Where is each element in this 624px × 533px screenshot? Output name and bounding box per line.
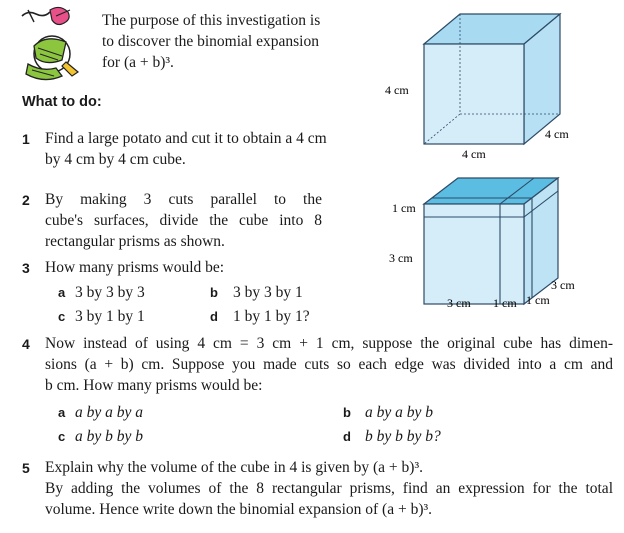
question-3a-text: 3 by 3 by 3 xyxy=(75,284,145,301)
question-4d-label: d xyxy=(343,429,351,444)
cube-1-height-label: 4 cm xyxy=(385,83,409,97)
question-4a-label: a xyxy=(58,405,66,420)
question-5-line-1: Explain why the volume of the cube in 4 is given by (a + b)³. xyxy=(45,459,423,476)
what-to-do-heading: What to do: xyxy=(22,94,102,110)
question-5-line-3: volume. Hence write down the binomial expansion of (a + b)³. xyxy=(45,501,433,518)
question-2-text xyxy=(45,189,322,252)
question-5-number: 5 xyxy=(22,460,30,476)
intro-line-1: The purpose of this investigation is xyxy=(102,12,321,29)
divided-cube-diagram xyxy=(370,175,624,315)
question-3a-label: a xyxy=(58,285,66,300)
question-4-line-3: b cm. How many prisms would be: xyxy=(45,377,263,394)
question-5-line-2: By adding the volumes of the 8 rectangular prisms, find an expression for the total xyxy=(45,480,613,497)
question-4d-text: b by b by b? xyxy=(365,428,441,445)
question-2-line-1: By making 3 cuts parallel to the xyxy=(45,191,322,208)
question-2-line-2: cube's surfaces, divide the cube into 8 xyxy=(45,212,322,229)
cube-1-depth-label: 4 cm xyxy=(545,127,569,141)
cube-2-depth-front-label: 1 cm xyxy=(526,293,550,307)
investigation-logo xyxy=(16,6,86,86)
question-2-line-3: rectangular prisms as shown. xyxy=(45,233,225,250)
question-3d-label: d xyxy=(210,309,218,324)
intro-line-3: for (a + b)³. xyxy=(102,54,174,71)
cube-2-lower-height-label: 3 cm xyxy=(389,251,413,265)
question-1-line-2: by 4 cm by 4 cm cube. xyxy=(45,151,186,168)
cube-1-width-label: 4 cm xyxy=(462,147,486,161)
question-3c-text: 3 by 1 by 1 xyxy=(75,308,145,325)
question-1-number: 1 xyxy=(22,131,30,147)
cube-2-bottom-right-label: 1 cm xyxy=(493,296,517,310)
question-3c-label: c xyxy=(58,309,66,324)
question-2-number: 2 xyxy=(22,192,30,208)
question-3-stem: How many prisms would be: xyxy=(45,259,225,276)
cube-2-bottom-left-label: 3 cm xyxy=(447,296,471,310)
question-4-line-1: Now instead of using 4 cm = 3 cm + 1 cm, suppose the original cube has dimen- xyxy=(45,335,613,352)
question-1-text xyxy=(45,128,375,170)
question-4-number: 4 xyxy=(22,336,30,352)
question-3-number: 3 xyxy=(22,260,30,276)
question-3b-text: 3 by 3 by 1 xyxy=(233,284,303,301)
question-4a-text: a by a by a xyxy=(75,404,144,421)
question-4-line-2: sions (a + b) cm. Suppose you made cuts so each edge was divided into a cm and xyxy=(45,356,613,373)
question-3d-text: 1 by 1 by 1? xyxy=(233,308,310,325)
cube-2-depth-back-label: 3 cm xyxy=(551,278,575,292)
compass-and-pencil-icon xyxy=(16,6,86,86)
question-5-text xyxy=(45,457,613,520)
question-1-line-1: Find a large potato and cut it to obtain a 4 cm xyxy=(45,130,327,147)
question-4b-text: a by a by b xyxy=(365,404,434,421)
intro-text xyxy=(102,10,362,73)
whole-cube-diagram xyxy=(370,8,624,173)
cube-2-front-face xyxy=(424,204,524,304)
question-4b-label: b xyxy=(343,405,351,420)
question-4c-text: a by b by b xyxy=(75,428,144,445)
question-4c-label: c xyxy=(58,429,66,444)
intro-line-2: to discover the binomial expansion xyxy=(102,33,319,50)
question-3b-label: b xyxy=(210,285,218,300)
question-4-text xyxy=(45,333,613,396)
cube-2-top-height-label: 1 cm xyxy=(392,201,416,215)
cube-1-front-face xyxy=(424,44,524,144)
